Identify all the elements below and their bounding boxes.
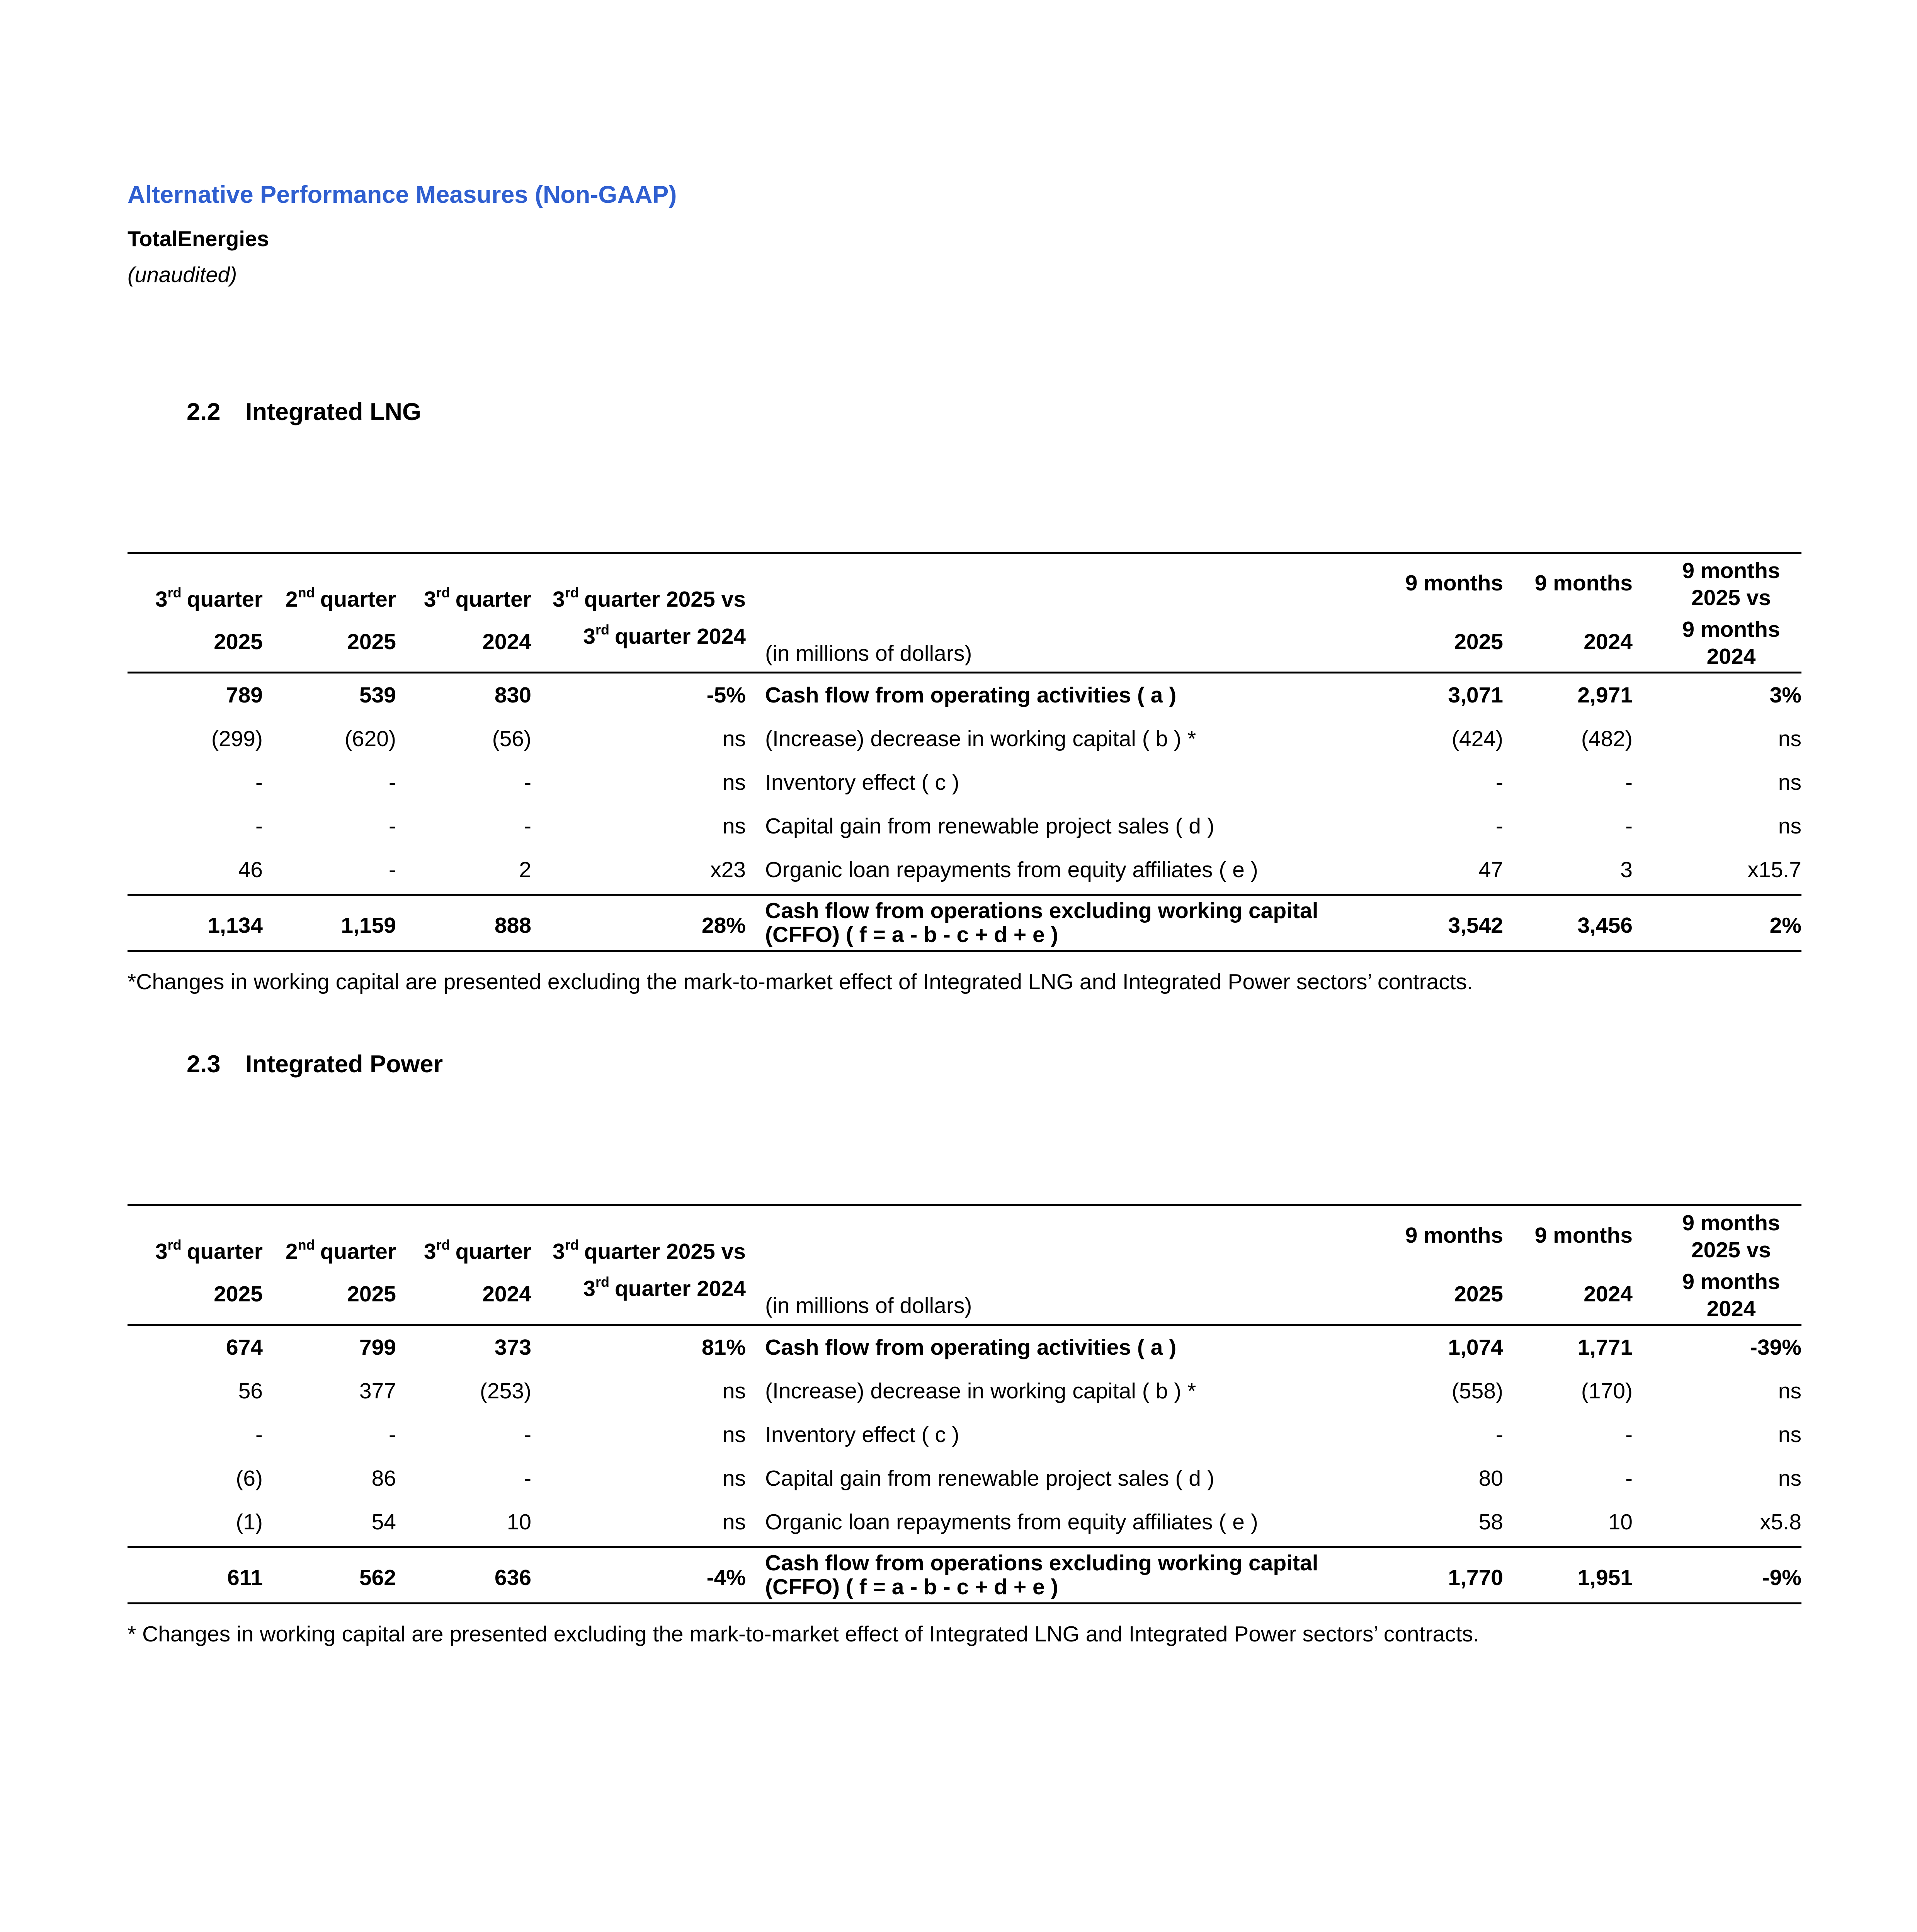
section-title-integrated-power: 2.3 Integrated Power [187, 1051, 443, 1078]
col-header-q3_2024: 3rd quarter [424, 585, 531, 612]
cell-q3_2024: - [524, 1422, 531, 1447]
col-header-q3_2024: 3rd quarter [424, 1237, 531, 1264]
total-cell-q_vs: -4% [706, 1565, 746, 1590]
cell-m9_vs: ns [1778, 1422, 1801, 1447]
cell-q3_2025: (6) [236, 1466, 263, 1491]
total-cell-q_vs: 28% [701, 913, 746, 938]
col-header-q2_2025: 2nd quarter [285, 1237, 396, 1264]
row-label: Cash flow from operating activities ( a ) [765, 683, 1177, 707]
header-bottom-rule [128, 1324, 1801, 1326]
cell-m9_2024: (482) [1581, 726, 1633, 751]
section-title-integrated-lng: 2.2 Integrated LNG [187, 398, 422, 425]
row-label: Capital gain from renewable project sales ( d ) [765, 1466, 1214, 1491]
total-cell-q3_2025: 611 [227, 1565, 263, 1590]
cell-m9_vs: x15.7 [1747, 857, 1801, 882]
col-header-9m-vs-line2: 2025 vs [1691, 585, 1771, 610]
cell-m9_2024: - [1625, 1466, 1633, 1491]
total-cell-m9_vs: 2% [1769, 913, 1801, 938]
cell-q_vs: ns [722, 1510, 746, 1534]
cell-m9_2025: - [1496, 770, 1503, 795]
cell-m9_2024: 10 [1608, 1510, 1633, 1534]
total-top-rule [128, 1546, 1801, 1548]
cell-m9_vs: ns [1778, 726, 1801, 751]
row-label: Cash flow from operating activities ( a ) [765, 1335, 1177, 1360]
row-label: (Increase) decrease in working capital ( b ) * [765, 726, 1196, 751]
col-header-year-m9_2025: 2025 [1454, 629, 1503, 654]
total-cell-m9_vs: -9% [1762, 1565, 1801, 1590]
col-header-year-q3_2025: 2025 [214, 1282, 263, 1306]
col-header-year-q3_2025: 2025 [214, 629, 263, 654]
cell-q3_2024: 373 [494, 1335, 531, 1360]
total-cell-m9_2024: 3,456 [1577, 913, 1633, 938]
cell-m9_vs: ns [1778, 770, 1801, 795]
row-label: (Increase) decrease in working capital ( b ) * [765, 1379, 1196, 1403]
col-header-q-vs-line1: 3rd quarter 2025 vs [553, 1237, 746, 1264]
cell-q3_2025: - [255, 814, 263, 838]
cell-q2_2025: - [389, 1422, 396, 1447]
cell-m9_2024: 3 [1620, 857, 1633, 882]
cell-m9_2025: - [1496, 1422, 1503, 1447]
row-label: Capital gain from renewable project sales ( d ) [765, 814, 1214, 838]
cell-q_vs: ns [722, 770, 746, 795]
col-header-9m-vs-line2: 2025 vs [1691, 1238, 1771, 1262]
table-top-rule [128, 552, 1801, 554]
cell-q3_2025: 789 [226, 683, 263, 707]
integrated-power-footnote: * Changes in working capital are presented excluding the mark-to-market effect of Integrated LNG and Integrated Power sectors’ contracts. [128, 1622, 1479, 1646]
cell-q3_2024: - [524, 814, 531, 838]
cell-m9_2025: 3,071 [1448, 683, 1503, 707]
cell-q3_2025: - [255, 770, 263, 795]
total-cell-m9_2025: 3,542 [1448, 913, 1503, 938]
row-label: Organic loan repayments from equity affiliates ( e ) [765, 857, 1258, 882]
total-cell-q3_2024: 888 [494, 913, 531, 938]
cell-q_vs: ns [722, 814, 746, 838]
col-header-year-q2_2025: 2025 [347, 629, 396, 654]
col-header-9m-vs-line4: 2024 [1706, 1296, 1756, 1321]
cell-q2_2025: - [389, 770, 396, 795]
col-header-q-vs-line1: 3rd quarter 2025 vs [553, 585, 746, 612]
row-label: Inventory effect ( c ) [765, 770, 959, 795]
cell-q_vs: ns [722, 1379, 746, 1403]
cell-m9_vs: ns [1778, 1466, 1801, 1491]
cell-q2_2025: (620) [344, 726, 396, 751]
cell-m9_2024: - [1625, 770, 1633, 795]
col-header-9m-vs-line1: 9 months [1682, 558, 1780, 583]
total-cell-m9_2025: 1,770 [1448, 1565, 1503, 1590]
cell-q3_2024: 830 [494, 683, 531, 707]
cell-m9_2025: 80 [1478, 1466, 1503, 1491]
units-label: (in millions of dollars) [765, 1293, 972, 1318]
col-header-q2_2025: 2nd quarter [285, 585, 396, 612]
row-label: Organic loan repayments from equity affiliates ( e ) [765, 1510, 1258, 1534]
col-header-m9_2025: 9 months [1405, 1223, 1503, 1248]
cell-q_vs: -5% [706, 683, 746, 707]
cell-m9_2025: 58 [1478, 1510, 1503, 1534]
unaudited-label: (unaudited) [128, 262, 237, 287]
total-label-line1: Cash flow from operations excluding working capital [765, 898, 1318, 923]
cell-m9_vs: -39% [1750, 1335, 1801, 1360]
units-label: (in millions of dollars) [765, 641, 972, 666]
col-header-9m-vs-line3: 9 months [1682, 1269, 1780, 1294]
col-header-year-q3_2024: 2024 [482, 1282, 531, 1306]
col-header-year-m9_2024: 2024 [1584, 1282, 1633, 1306]
cell-q_vs: ns [722, 1422, 746, 1447]
integrated-lng-footnote: *Changes in working capital are presented excluding the mark-to-market effect of Integrated LNG and Integrated Power sectors’ contracts. [128, 969, 1473, 994]
cell-m9_2025: - [1496, 814, 1503, 838]
col-header-9m-vs-line3: 9 months [1682, 617, 1780, 642]
table-top-rule [128, 1204, 1801, 1206]
report-title: Alternative Performance Measures (Non-GAAP) [128, 181, 677, 208]
cell-q2_2025: 377 [359, 1379, 396, 1403]
total-cell-m9_2024: 1,951 [1577, 1565, 1633, 1590]
table-bottom-rule [128, 950, 1801, 952]
col-header-m9_2024: 9 months [1534, 571, 1633, 595]
integrated-power-table [128, 1204, 1801, 1604]
table-bottom-rule [128, 1602, 1801, 1604]
cell-m9_vs: x5.8 [1760, 1510, 1801, 1534]
col-header-year-q3_2024: 2024 [482, 629, 531, 654]
total-cell-q2_2025: 1,159 [341, 913, 396, 938]
cell-m9_2025: (558) [1451, 1379, 1503, 1403]
cell-m9_2024: - [1625, 1422, 1633, 1447]
cell-q3_2025: (1) [236, 1510, 263, 1534]
cell-m9_2024: 2,971 [1577, 683, 1633, 707]
col-header-9m-vs-line1: 9 months [1682, 1211, 1780, 1235]
cell-q3_2024: 2 [519, 857, 531, 882]
col-header-m9_2024: 9 months [1534, 1223, 1633, 1248]
row-label: Inventory effect ( c ) [765, 1422, 959, 1447]
col-header-year-m9_2024: 2024 [1584, 629, 1633, 654]
integrated-lng-table [128, 552, 1801, 952]
cell-q3_2024: - [524, 770, 531, 795]
col-header-year-q2_2025: 2025 [347, 1282, 396, 1306]
total-cell-q2_2025: 562 [359, 1565, 396, 1590]
total-cell-q3_2025: 1,134 [208, 913, 263, 938]
cell-q3_2024: (56) [492, 726, 531, 751]
total-cell-q3_2024: 636 [494, 1565, 531, 1590]
cell-q_vs: ns [722, 726, 746, 751]
cell-q3_2024: (253) [480, 1379, 531, 1403]
cell-q2_2025: 54 [371, 1510, 396, 1534]
cell-m9_2024: (170) [1581, 1379, 1633, 1403]
cell-q_vs: ns [722, 1466, 746, 1491]
col-header-q-vs-line2: 3rd quarter 2024 [583, 1274, 746, 1301]
total-label-line2: (CFFO) ( f = a - b - c + d + e ) [765, 1575, 1058, 1599]
cell-q2_2025: 539 [359, 683, 396, 707]
cell-m9_2025: (424) [1451, 726, 1503, 751]
total-label-line1: Cash flow from operations excluding working capital [765, 1551, 1318, 1575]
cell-m9_2024: - [1625, 814, 1633, 838]
company-name: TotalEnergies [128, 226, 269, 251]
col-header-q3_2025: 3rd quarter [155, 1237, 263, 1264]
col-header-year-m9_2025: 2025 [1454, 1282, 1503, 1306]
cell-q3_2025: - [255, 1422, 263, 1447]
cell-m9_vs: ns [1778, 814, 1801, 838]
cell-q_vs: x23 [710, 857, 746, 882]
cell-q3_2025: 56 [238, 1379, 263, 1403]
cell-q2_2025: - [389, 814, 396, 838]
cell-q3_2025: 674 [226, 1335, 263, 1360]
col-header-q-vs-line2: 3rd quarter 2024 [583, 622, 746, 649]
cell-q2_2025: 86 [371, 1466, 396, 1491]
col-header-q3_2025: 3rd quarter [155, 585, 263, 612]
cell-m9_2024: 1,771 [1577, 1335, 1633, 1360]
col-header-m9_2025: 9 months [1405, 571, 1503, 595]
col-header-9m-vs-line4: 2024 [1706, 644, 1756, 669]
cell-m9_2025: 47 [1478, 857, 1503, 882]
cell-q_vs: 81% [701, 1335, 746, 1360]
cell-m9_2025: 1,074 [1448, 1335, 1503, 1360]
cell-q2_2025: - [389, 857, 396, 882]
cell-q3_2025: (299) [211, 726, 263, 751]
cell-q2_2025: 799 [359, 1335, 396, 1360]
cell-q3_2025: 46 [238, 857, 263, 882]
cell-m9_vs: ns [1778, 1379, 1801, 1403]
header-bottom-rule [128, 672, 1801, 673]
total-top-rule [128, 894, 1801, 896]
cell-m9_vs: 3% [1769, 683, 1801, 707]
cell-q3_2024: - [524, 1466, 531, 1491]
cell-q3_2024: 10 [507, 1510, 531, 1534]
total-label-line2: (CFFO) ( f = a - b - c + d + e ) [765, 922, 1058, 947]
